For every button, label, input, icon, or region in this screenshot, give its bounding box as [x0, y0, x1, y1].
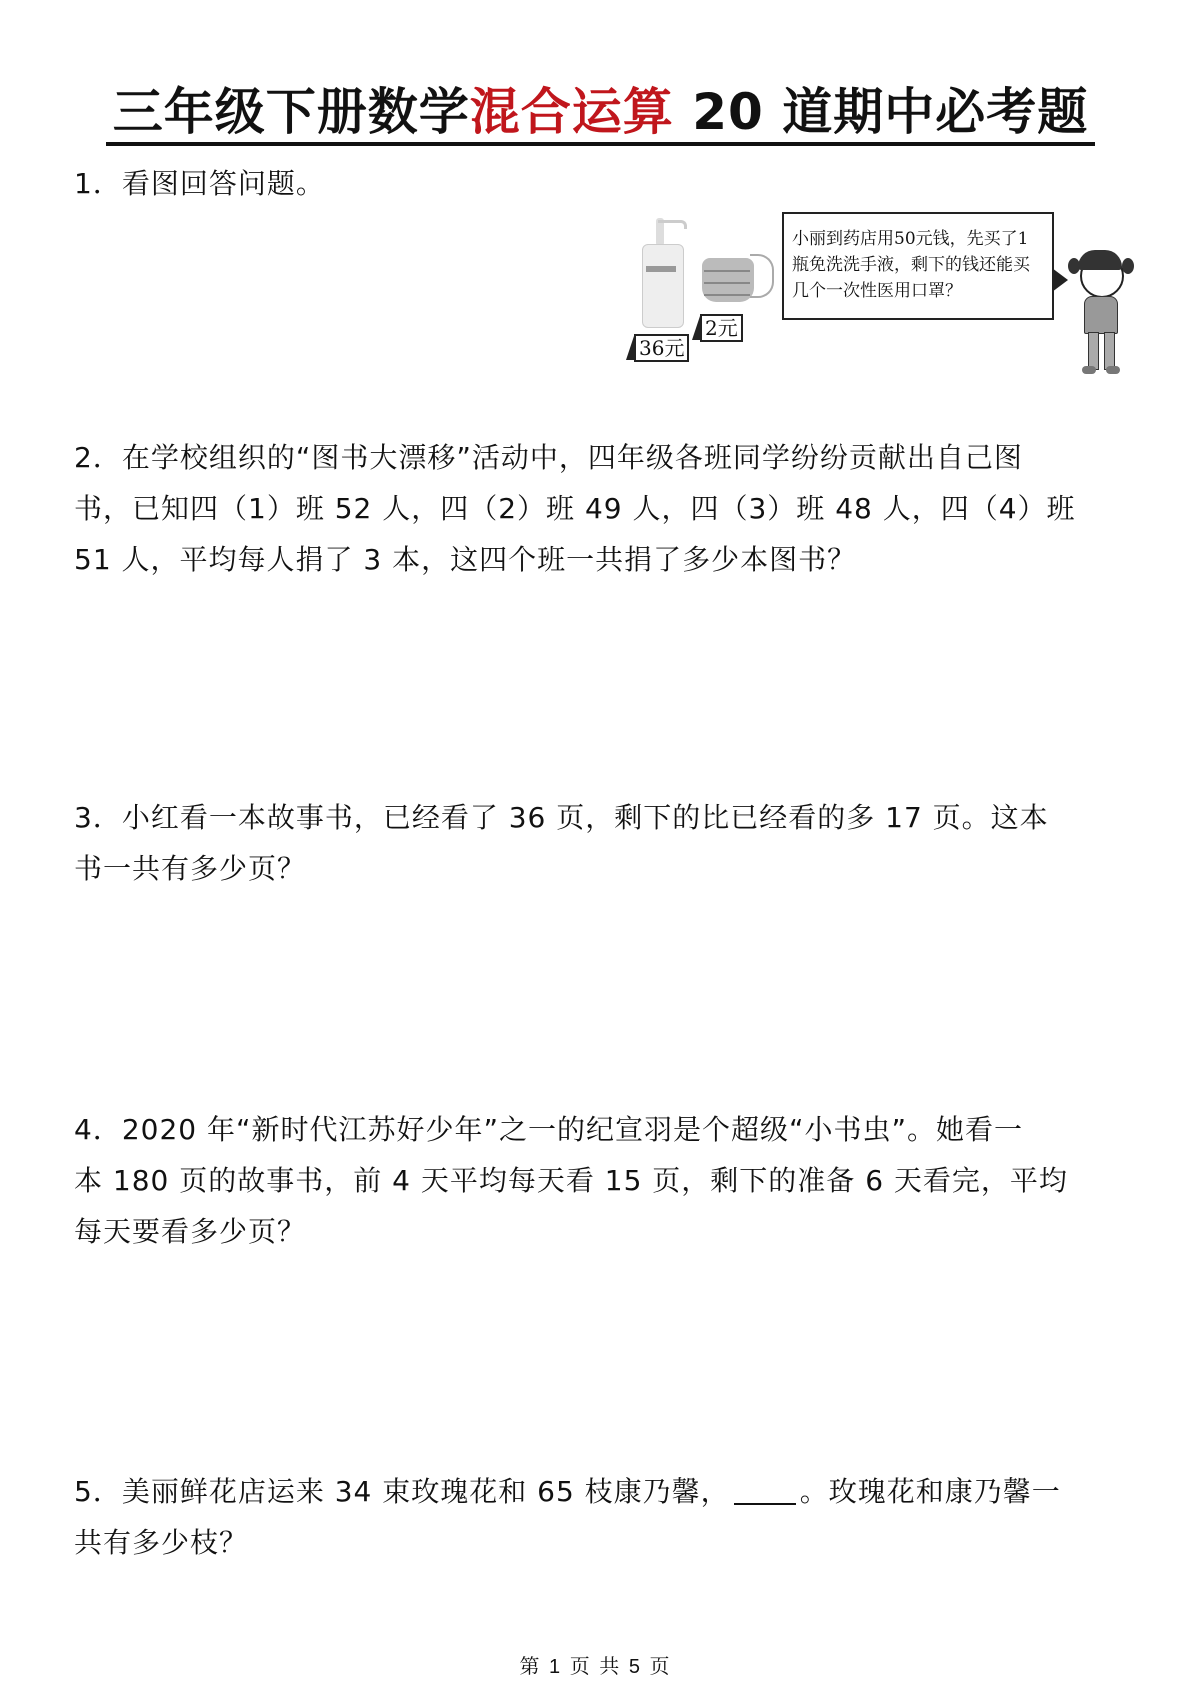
question-3-line: 书一共有多少页？ [74, 852, 307, 885]
question-5-text-before-blank: 5．美丽鲜花店运来 34 束玫瑰花和 65 枝康乃馨， [74, 1475, 730, 1508]
bubble-line: 瓶免洗洗手液，剩下的钱还能买 [792, 255, 1030, 275]
girl-character-icon [1068, 248, 1134, 376]
question-3-line: 3．小红看一本故事书，已经看了 36 页，剩下的比已经看的多 17 页。这本 [74, 801, 1049, 834]
question-5-line: 共有多少枝？ [74, 1526, 249, 1559]
question-2-line: 51 人，平均每人捐了 3 本，这四个班一共捐了多少本图书？ [74, 543, 857, 576]
question-5-text-after-blank: 。玫瑰花和康乃馨一 [799, 1475, 1061, 1508]
question-4 [74, 1104, 1124, 1257]
question-4-line: 本 180 页的故事书，前 4 天平均每天看 15 页，剩下的准备 6 天看完，平均 [74, 1164, 1068, 1197]
bubble-line: 几个一次性医用口罩？ [792, 281, 962, 301]
mask-price-tag: 2元 [700, 314, 743, 342]
speech-bubble [782, 212, 1054, 320]
title-accent: 混合运算 [469, 82, 674, 141]
question-2-line: 书，已知四（1）班 52 人，四（2）班 49 人，四（3）班 48 人，四（4）班 [74, 492, 1076, 525]
question-1-illustration [628, 208, 1148, 378]
page-footer: 第 1 页 共 5 页 [519, 1656, 672, 1678]
title-suffix: 20 道期中必考题 [673, 83, 1089, 141]
speech-bubble-tail [1052, 268, 1068, 292]
question-1 [74, 158, 1124, 209]
question-5 [74, 1466, 1124, 1568]
title-underline [106, 142, 1095, 146]
question-4-line: 每天要看多少页？ [74, 1215, 307, 1248]
page-title [108, 80, 1093, 144]
face-mask-icon [698, 254, 758, 306]
question-3 [74, 792, 1124, 894]
hand-sanitizer-bottle-icon [640, 218, 690, 326]
question-2 [74, 432, 1124, 585]
fill-in-blank[interactable] [734, 1475, 796, 1505]
bubble-line: 小丽到药店用50元钱，先买了1 [792, 229, 1029, 249]
title-prefix: 三年级下册数学 [112, 83, 470, 141]
bottle-price-tag: 36元 [634, 334, 689, 362]
question-1-text: 1．看图回答问题。 [74, 167, 325, 200]
question-4-line: 4．2020 年“新时代江苏好少年”之一的纪宣羽是个超级“小书虫”。她看一 [74, 1113, 1023, 1146]
question-2-line: 2．在学校组织的“图书大漂移”活动中，四年级各班同学纷纷贡献出自己图 [74, 441, 1023, 474]
question-5-line [74, 1466, 1124, 1517]
